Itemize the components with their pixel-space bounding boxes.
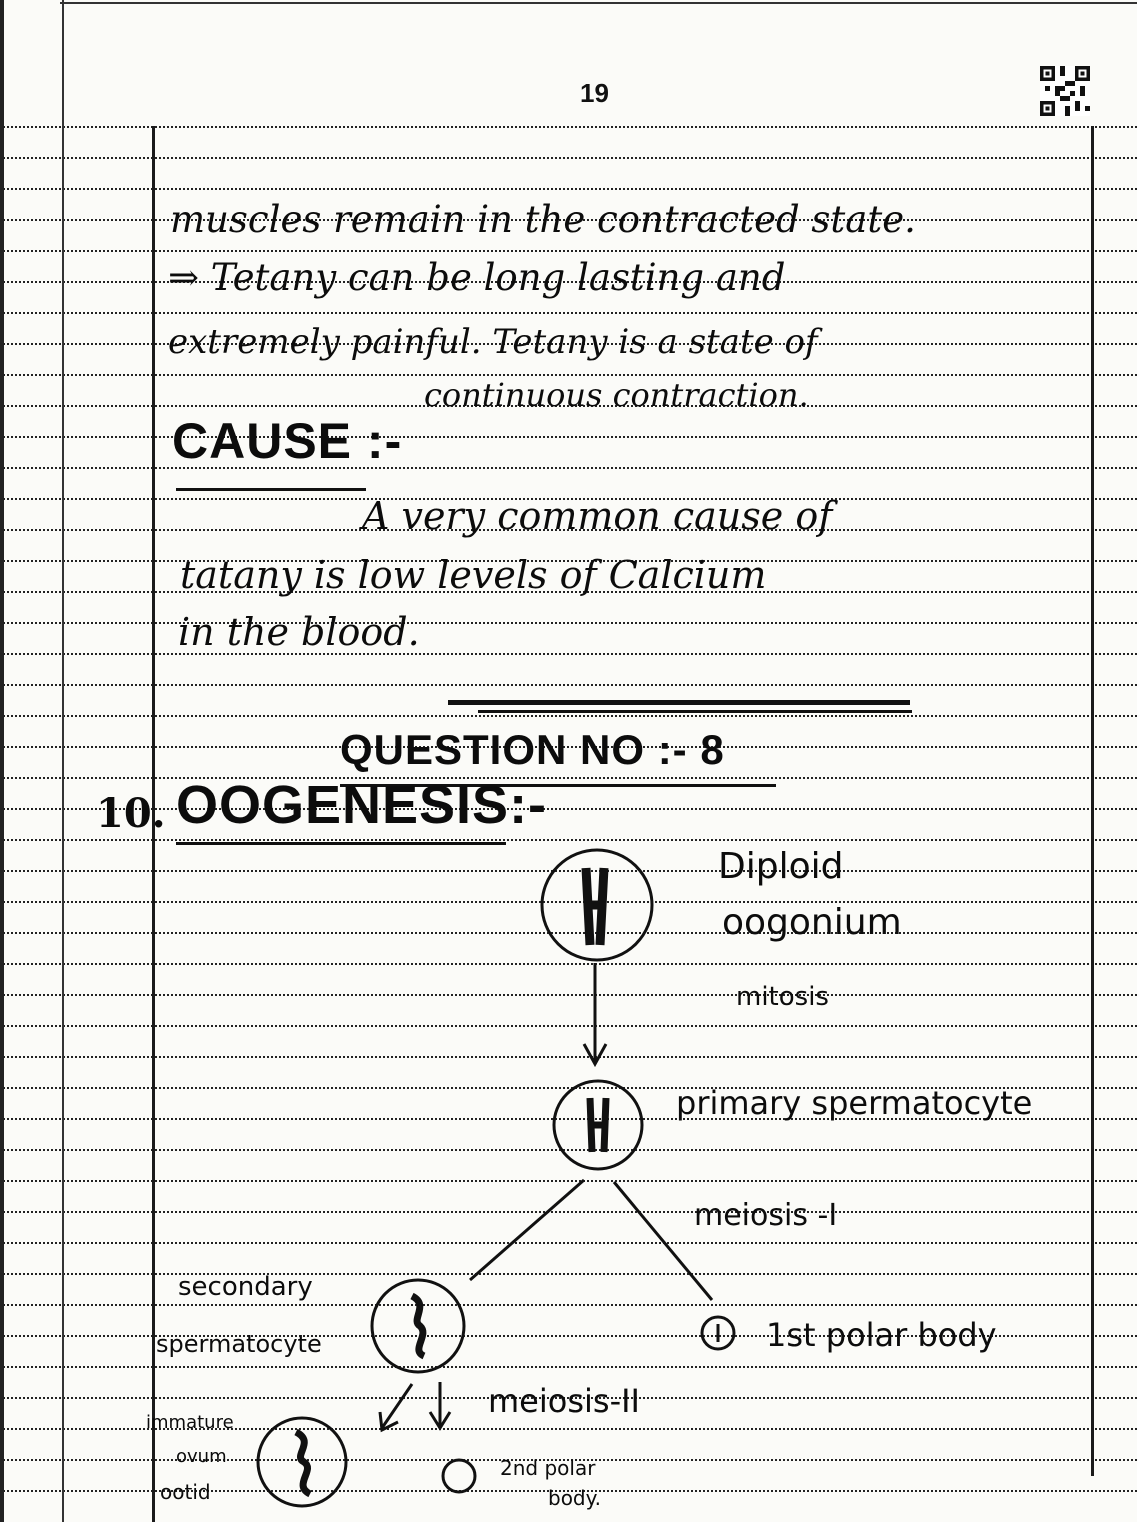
meiosis1-label: meiosis -I bbox=[694, 1198, 838, 1233]
oogonium-label-1: Diploid bbox=[718, 846, 844, 887]
cause-line-1: A very common cause of bbox=[362, 494, 833, 538]
meiosis2-arrow-left bbox=[380, 1384, 412, 1430]
primary-label: primary spermatocyte bbox=[676, 1084, 1033, 1122]
note-line-3: extremely painful. Tetany is a state of bbox=[168, 322, 818, 362]
secondary-label-2: spermatocyte bbox=[156, 1330, 322, 1358]
meiosis1-line-left bbox=[470, 1180, 584, 1280]
second-polar-body bbox=[443, 1460, 475, 1492]
secondary-label-1: secondary bbox=[178, 1272, 313, 1302]
oogonium-chromosome bbox=[585, 868, 606, 945]
first-polar-label: 1st polar body bbox=[766, 1316, 997, 1354]
secondary-chromosome bbox=[412, 1296, 424, 1356]
mitosis-label: mitosis bbox=[736, 982, 829, 1012]
meiosis2-label: meiosis-II bbox=[488, 1382, 640, 1420]
mitosis-arrow bbox=[584, 963, 606, 1064]
note-line-4: continuous contraction. bbox=[424, 376, 809, 414]
second-polar-label-2: body. bbox=[548, 1486, 601, 1510]
cause-heading: CAUSE :- bbox=[172, 413, 403, 469]
oogonium-label-2: oogonium bbox=[722, 902, 902, 943]
page-number: 19 bbox=[580, 78, 609, 108]
ootid-label-1: immature bbox=[146, 1412, 234, 1433]
meiosis2-arrow-right bbox=[430, 1382, 450, 1428]
oogenesis-title: OOGENESIS:- bbox=[176, 775, 548, 835]
question-heading: QUESTION NO :- 8 bbox=[340, 726, 725, 773]
question-number: 10. bbox=[96, 790, 166, 837]
second-polar-label-1: 2nd polar bbox=[500, 1456, 596, 1480]
ootid-label-3: ootid bbox=[160, 1480, 211, 1504]
note-line-1: muscles remain in the contracted state. bbox=[170, 198, 916, 241]
cause-line-3: in the blood. bbox=[178, 610, 420, 654]
primary-chromosome bbox=[590, 1098, 606, 1152]
note-line-2: ⇒ Tetany can be long lasting and bbox=[168, 256, 786, 299]
ootid-label-2: ovum bbox=[176, 1446, 227, 1467]
ootid-chromosome bbox=[296, 1432, 310, 1494]
cause-line-2: tatany is low levels of Calcium bbox=[180, 553, 767, 597]
